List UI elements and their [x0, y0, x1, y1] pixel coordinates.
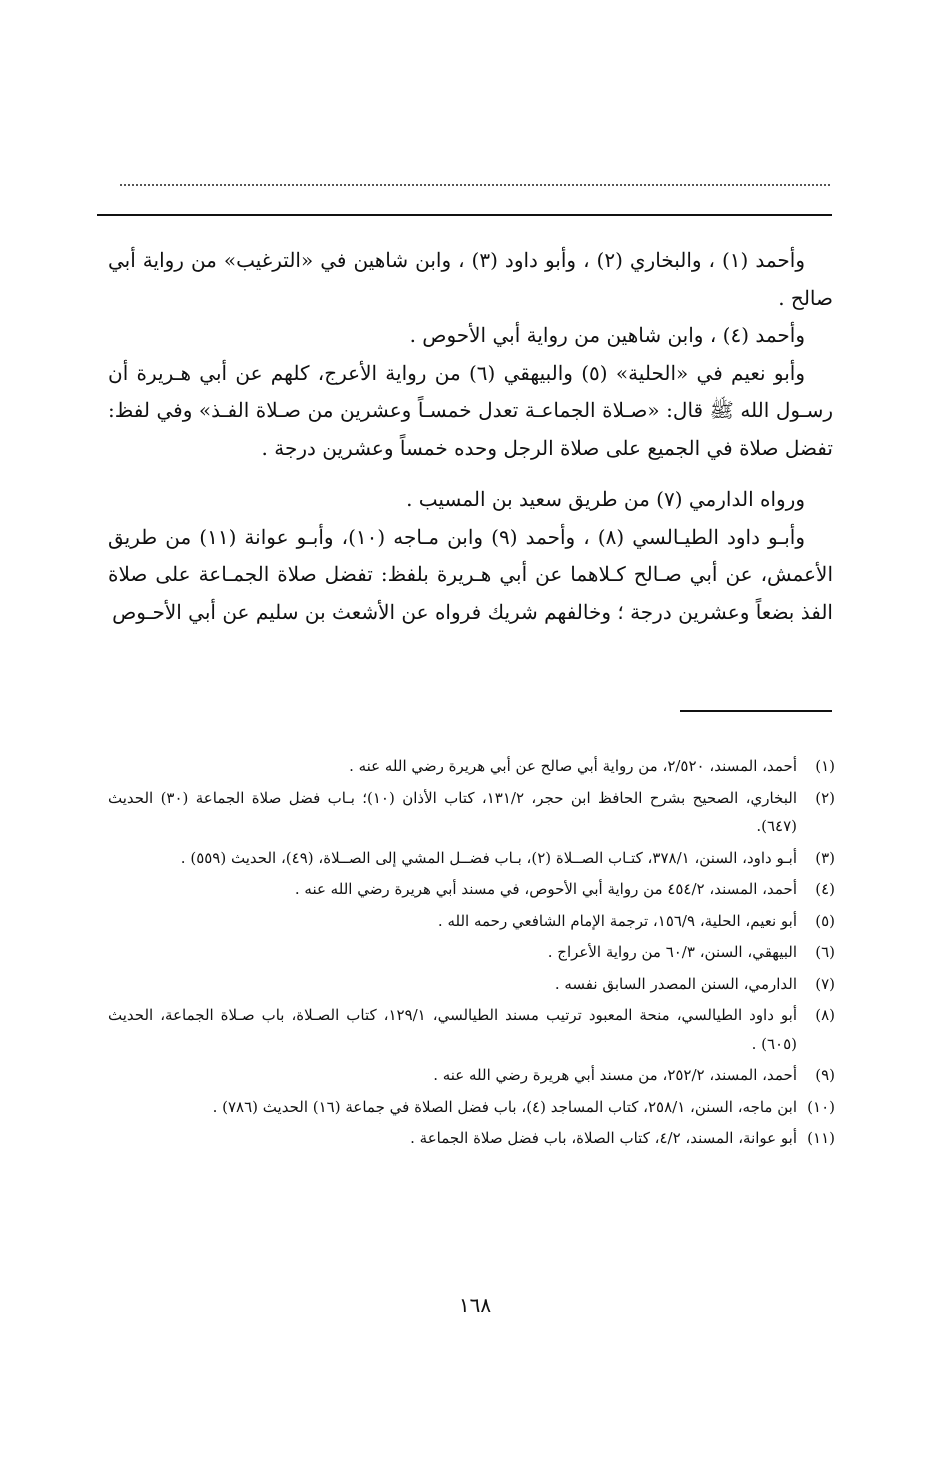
footnote-number: (٨): [815, 1006, 835, 1024]
footnote-text: أبو نعيم، الحلية، ١٥٦/٩، ترجمة الإمام الشافعي رحمه الله .: [437, 911, 797, 930]
footnote-item: [108, 875, 835, 904]
footnote-item: [108, 1093, 835, 1122]
footnote-number: (١١): [807, 1129, 835, 1147]
footnote-item: [108, 1001, 835, 1058]
body-paragraph: ورواه الدارمي (٧) من طريق سعيد بن المسيب .: [406, 487, 805, 511]
footnote-text: أبو عوانة، المسند، ٤/٢، كتاب الصلاة، باب فضل صلاة الجماعة .: [410, 1129, 797, 1147]
footnote-text: الدارمي، السنن المصدر السابق نفسه .: [554, 974, 797, 993]
footnote-text: البخاري، الصحيح بشرح الحافظ ابن حجر، ١٣١/٢، كتاب الأذان (١٠)؛ بـاب فضل صلاة الجماعة (٣٠) الحديث (٦٤٧).: [108, 788, 797, 835]
footnote-number: (٢): [815, 788, 835, 807]
body-paragraph: وأبو نعيم في «الحلية» (٥) والبيهقي (٦) من رواية الأعرج، كلهم عن أبي هـريرة أن رسـول الله ﷺ قال: «صـلاة الجماعـة تعدل خمسـاً وعشرين من صـلاة الفـذ» وفي لفظ: تفضل صلاة في الجميع على صلاة الرجل وحده خمساً وعشرين درجة .: [108, 360, 833, 460]
footnote-text: أبـو داود، السنن، ٣٧٨/١، كتـاب الصــلاة (٢)، بـاب فضــل المشي إلى الصــلاة، (٤٩)، الحديث (٥٥٩) .: [180, 848, 797, 867]
footnote-separator: [680, 710, 832, 712]
footnote-text: البيهقي، السنن، ٦٠/٣ من رواية الأعراج .: [547, 943, 797, 961]
body-paragraph: وأحمد (١) ، والبخاري (٢) ، وأبو داود (٣) ، وابن شاهين في «الترغيب» من رواية أبي صالح .: [108, 248, 833, 310]
footnote-text: ابن ماجه، السنن، ٢٥٨/١، كتاب المساجد (٤)، باب فضل الصلاة في جماعة (١٦) الحديث (٧٨٦) .: [212, 1097, 797, 1116]
footnote-item: [108, 938, 835, 967]
footnote-text: أحمد، المسند، ٤٥٤/٢ من رواية أبي الأحوص، في مسند أبي هريرة رضي الله عنه .: [294, 880, 797, 898]
footnote-number: (٤): [815, 880, 835, 898]
footnote-text: أحمد، المسند، ٢٥٢/٢، من مسند أبي هريرة رضي الله عنه .: [433, 1066, 797, 1084]
header-rule: [97, 214, 832, 216]
body-paragraph: وأحمد (٤) ، وابن شاهين من رواية أبي الأحوص .: [409, 323, 805, 347]
footnote-number: (٩): [815, 1066, 835, 1084]
footnote-item: [108, 844, 835, 873]
footnote-item: [108, 1124, 835, 1153]
footnote-number: (٧): [815, 974, 835, 993]
footnote-number: (١): [815, 757, 835, 775]
footnote-item: [108, 784, 835, 841]
footnote-item: [108, 752, 835, 781]
footnote-number: (٣): [815, 848, 835, 867]
footnote-item: [108, 1061, 835, 1090]
footnote-item: [108, 907, 835, 936]
footnote-text: أبو داود الطيالسي، منحة المعبود ترتيب مسند الطيالسي، ١٢٩/١، كتاب الصـلاة، باب صـلاة الجماعة، الحديث (٦٠٥) .: [108, 1006, 797, 1053]
body-paragraph: وأبـو داود الطيـالسي (٨) ، وأحمد (٩) وابن مـاجه (١٠)، وأبـو عوانة (١١) من طريق الأعمش، عن أبي صـالح كـلاهما عن أبي هـريرة بلفظ: تفضل صلاة الجمـاعة على صلاة الفذ بضعاً وعشرين درجة ؛ وخالفهم شريك فرواه عن الأشعث بن سليم عن أبي الأحـوص: [108, 524, 833, 624]
footnote-number: (٥): [815, 911, 835, 930]
footnotes-list: [108, 752, 835, 1156]
footnote-text: أحمد، المسند، ٢/٥٢٠، من رواية أبي صالح عن أبي هريرة رضي الله عنه .: [349, 757, 797, 775]
footnote-item: [108, 970, 835, 999]
main-body: [108, 242, 833, 631]
dotted-separator: [120, 184, 830, 186]
footnote-number: (٦): [815, 943, 835, 961]
page-number: ١٦٨: [458, 1293, 492, 1317]
footnote-number: (١٠): [807, 1097, 835, 1116]
